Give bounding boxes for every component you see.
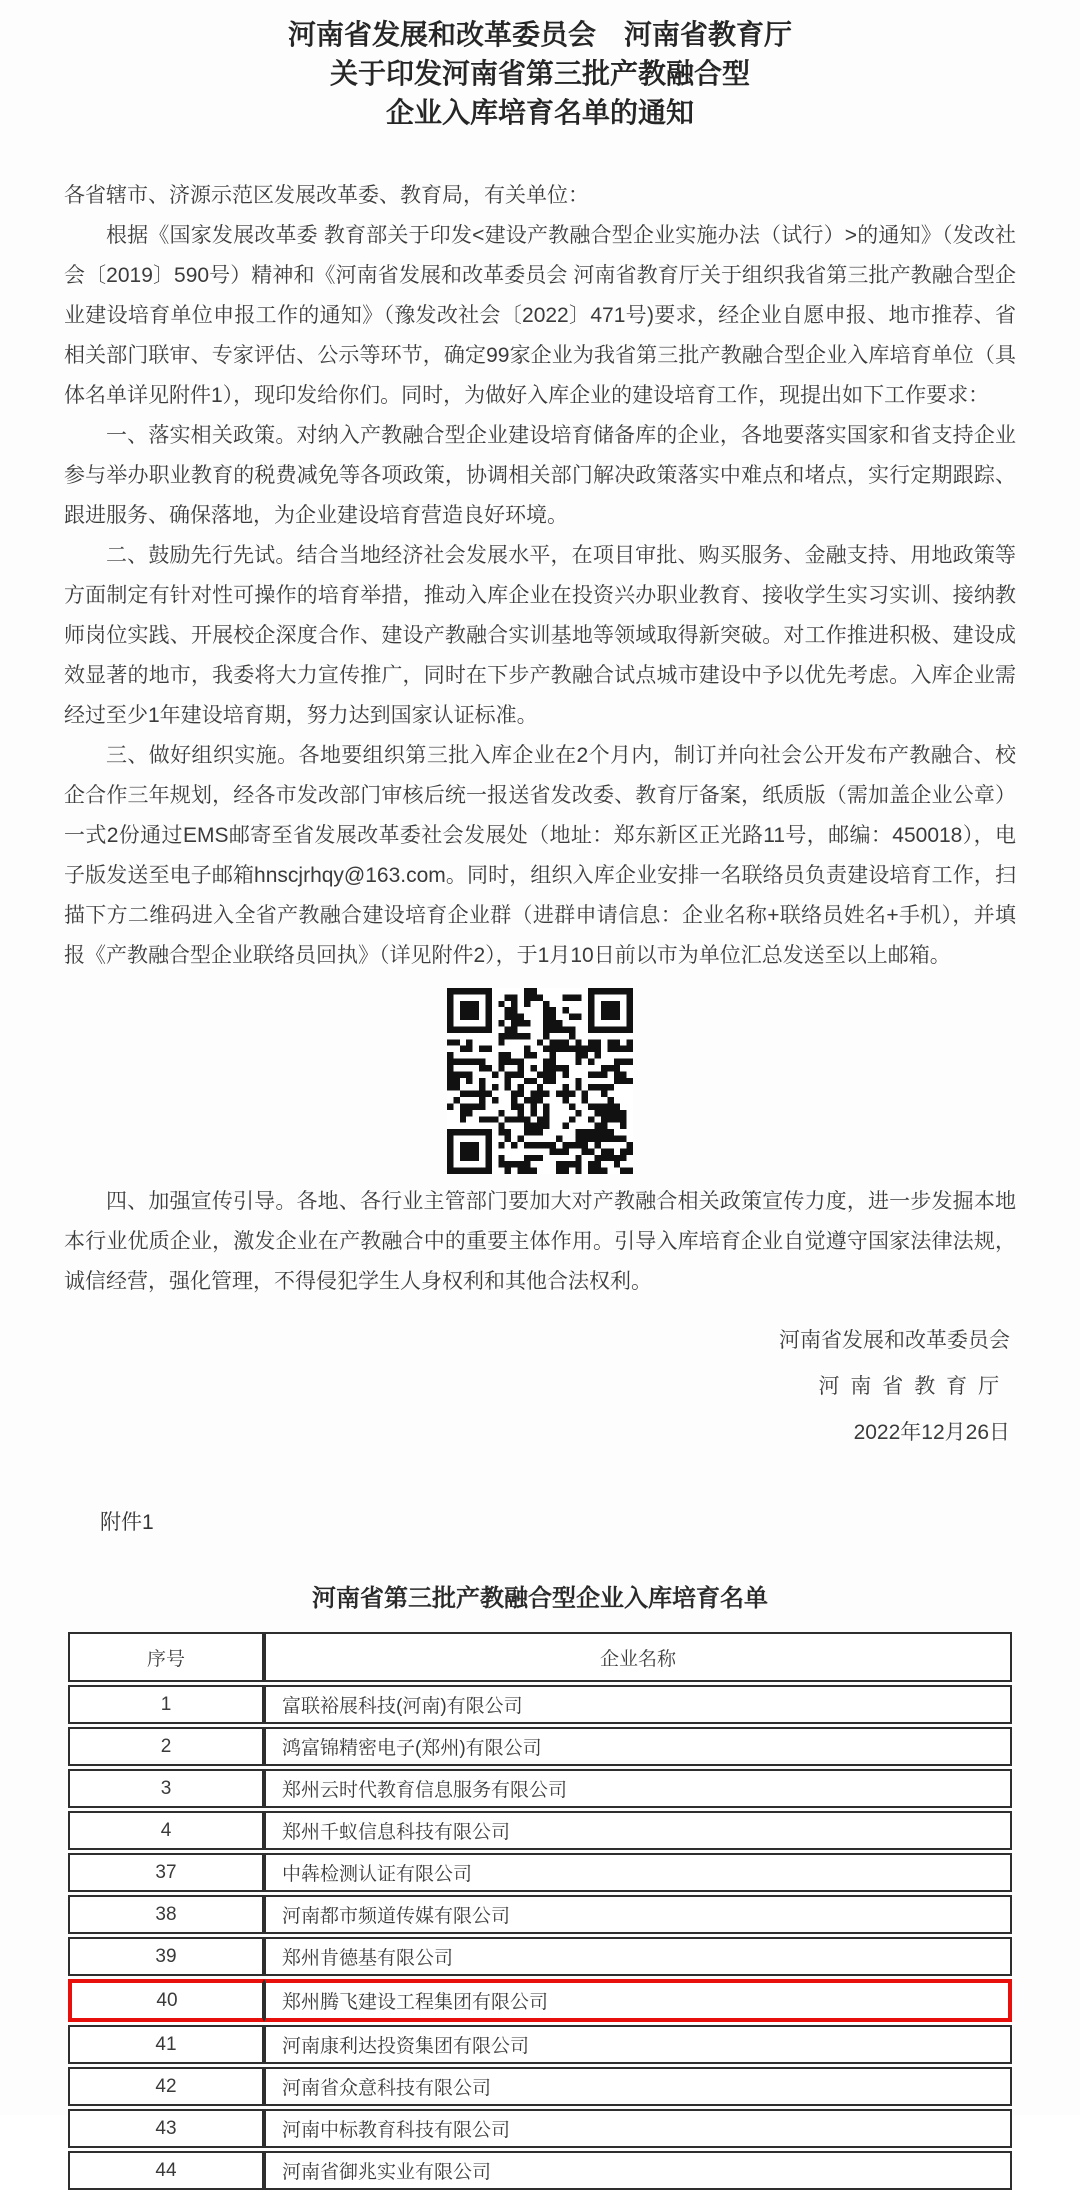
company-table-head bbox=[68, 1632, 1012, 1682]
table-row bbox=[68, 1811, 1012, 1850]
qr-code-container bbox=[64, 976, 1016, 1182]
salutation-line: 各省辖市、济源示范区发展改革委、教育局，有关单位： bbox=[64, 184, 589, 207]
table-row bbox=[68, 2151, 1012, 2190]
header-cell-index: 序号 bbox=[68, 1632, 264, 1682]
signature-date: 2022年12月26日 bbox=[853, 1421, 1010, 1444]
qr-code-icon bbox=[447, 988, 633, 1174]
table-header-row bbox=[68, 1632, 1012, 1682]
table-row bbox=[68, 1685, 1012, 1724]
company-name-cell: 河南康利达投资集团有限公司 bbox=[264, 2025, 1012, 2064]
table-row bbox=[68, 1937, 1012, 1976]
row-index-cell: 43 bbox=[68, 2109, 264, 2148]
signature-agency-1: 河南省发展和改革委员会 bbox=[779, 1329, 1010, 1352]
table-row bbox=[68, 2067, 1012, 2106]
table-row bbox=[68, 1895, 1012, 1934]
document-title-line-3: 企业入库培育名单的通知 bbox=[385, 97, 694, 128]
paragraph: 根据《国家发展改革委 教育部关于印发<建设产教融合型企业实施办法（试行）>的通知》（发改社会〔2019〕590号）精神和《河南省发展和改革委员会 河南省教育厅关于组织我省第三批产教融合型企业建设培育单位申报工作的通知》（豫发改社会〔2022〕471号)要求，经企业自愿申报、地市推荐、省相关部门联审、专家评估、公示等环节，确定99家企业为我省第三批产教融合型企业入库培育单位（具体名单详见附件1），现印发给你们。同时，为做好入库企业的建设培育工作，现提出如下工作要求： bbox=[64, 224, 1016, 407]
row-index-cell: 38 bbox=[68, 1895, 264, 1934]
signature-block bbox=[64, 1318, 1016, 1456]
company-table-body bbox=[68, 1685, 1012, 2190]
company-name-cell: 河南省众意科技有限公司 bbox=[264, 2067, 1012, 2106]
company-name-cell: 郑州千蚁信息科技有限公司 bbox=[264, 1811, 1012, 1850]
row-index-cell: 4 bbox=[68, 1811, 264, 1850]
row-index-cell: 42 bbox=[68, 2067, 264, 2106]
table-row bbox=[68, 1727, 1012, 1766]
company-table bbox=[68, 1629, 1012, 2193]
signature-agency-2: 河南省教育厅 bbox=[818, 1375, 1010, 1398]
row-index-cell: 1 bbox=[68, 1685, 264, 1724]
document-title-line-1: 河南省发展和改革委员会 河南省教育厅 bbox=[287, 19, 792, 50]
company-name-cell: 河南都市频道传媒有限公司 bbox=[264, 1895, 1012, 1934]
attachment-label: 附件1 bbox=[100, 1511, 154, 1534]
table-row bbox=[68, 2025, 1012, 2064]
table-row bbox=[68, 1769, 1012, 1808]
company-name-cell: 郑州腾飞建设工程集团有限公司 bbox=[264, 1979, 1012, 2022]
document-title bbox=[64, 0, 1016, 132]
row-index-cell: 41 bbox=[68, 2025, 264, 2064]
paragraph-after-qr: 四、加强宣传引导。各地、各行业主管部门要加大对产教融合相关政策宣传力度，进一步发掘本地本行业优质企业，激发企业在产教融合中的重要主体作用。引导入库培育企业自觉遵守国家法律法规，诚信经营，强化管理，不得侵犯学生人身权利和其他合法权利。 bbox=[64, 1190, 1016, 1293]
company-table-title: 河南省第三批产教融合型企业入库培育名单 bbox=[312, 1585, 768, 1612]
row-index-cell: 2 bbox=[68, 1727, 264, 1766]
table-row-highlighted bbox=[68, 1979, 1012, 2022]
document-title-line-2: 关于印发河南省第三批产教融合型 bbox=[329, 58, 750, 89]
company-name-cell: 河南中标教育科技有限公司 bbox=[264, 2109, 1012, 2148]
paragraph: 二、鼓励先行先试。结合当地经济社会发展水平，在项目审批、购买服务、金融支持、用地政策等方面制定有针对性可操作的培育举措，推动入库企业在投资兴办职业教育、接收学生实习实训、接纳教师岗位实践、开展校企深度合作、建设产教融合实训基地等领域取得新突破。对工作推进积极、建设成效显著的地市，我委将大力宣传推广，同时在下步产教融合试点城市建设中予以优先考虑。入库企业需经过至少1年建设培育期，努力达到国家认证标准。 bbox=[64, 544, 1016, 727]
row-index-cell: 44 bbox=[68, 2151, 264, 2190]
row-index-cell: 40 bbox=[68, 1979, 264, 2022]
company-name-cell: 富联裕展科技(河南)有限公司 bbox=[264, 1685, 1012, 1724]
paragraphs-before-qr bbox=[64, 216, 1016, 976]
row-index-cell: 3 bbox=[68, 1769, 264, 1808]
paragraph: 一、落实相关政策。对纳入产教融合型企业建设培育储备库的企业，各地要落实国家和省支持企业参与举办职业教育的税费减免等各项政策，协调相关部门解决政策落实中难点和堵点，实行定期跟踪、跟进服务、确保落地，为企业建设培育营造良好环境。 bbox=[64, 424, 1016, 527]
paragraph: 三、做好组织实施。各地要组织第三批入库企业在2个月内，制订并向社会公开发布产教融合、校企合作三年规划，经各市发改部门审核后统一报送省发改委、教育厅备案，纸质版（需加盖企业公章）一式2份通过EMS邮寄至省发展改革委社会发展处（地址：郑东新区正光路11号，邮编：450018），电子版发送至电子邮箱hnscjrhqy@163.com。同时，组织入库企业安排一名联络员负责建设培育工作，扫描下方二维码进入全省产教融合建设培育企业群（进群申请信息：企业名称+联络员姓名+手机），并填报《产教融合型企业联络员回执》（详见附件2），于1月10日前以市为单位汇总发送至以上邮箱。 bbox=[64, 744, 1016, 967]
company-name-cell: 鸿富锦精密电子(郑州)有限公司 bbox=[264, 1727, 1012, 1766]
company-name-cell: 郑州肯德基有限公司 bbox=[264, 1937, 1012, 1976]
header-cell-company: 企业名称 bbox=[264, 1632, 1012, 1682]
company-name-cell: 河南省御兆实业有限公司 bbox=[264, 2151, 1012, 2190]
company-name-cell: 中犇检测认证有限公司 bbox=[264, 1853, 1012, 1892]
row-index-cell: 37 bbox=[68, 1853, 264, 1892]
company-name-cell: 郑州云时代教育信息服务有限公司 bbox=[264, 1769, 1012, 1808]
row-index-cell: 39 bbox=[68, 1937, 264, 1976]
table-row bbox=[68, 1853, 1012, 1892]
table-row bbox=[68, 2109, 1012, 2148]
